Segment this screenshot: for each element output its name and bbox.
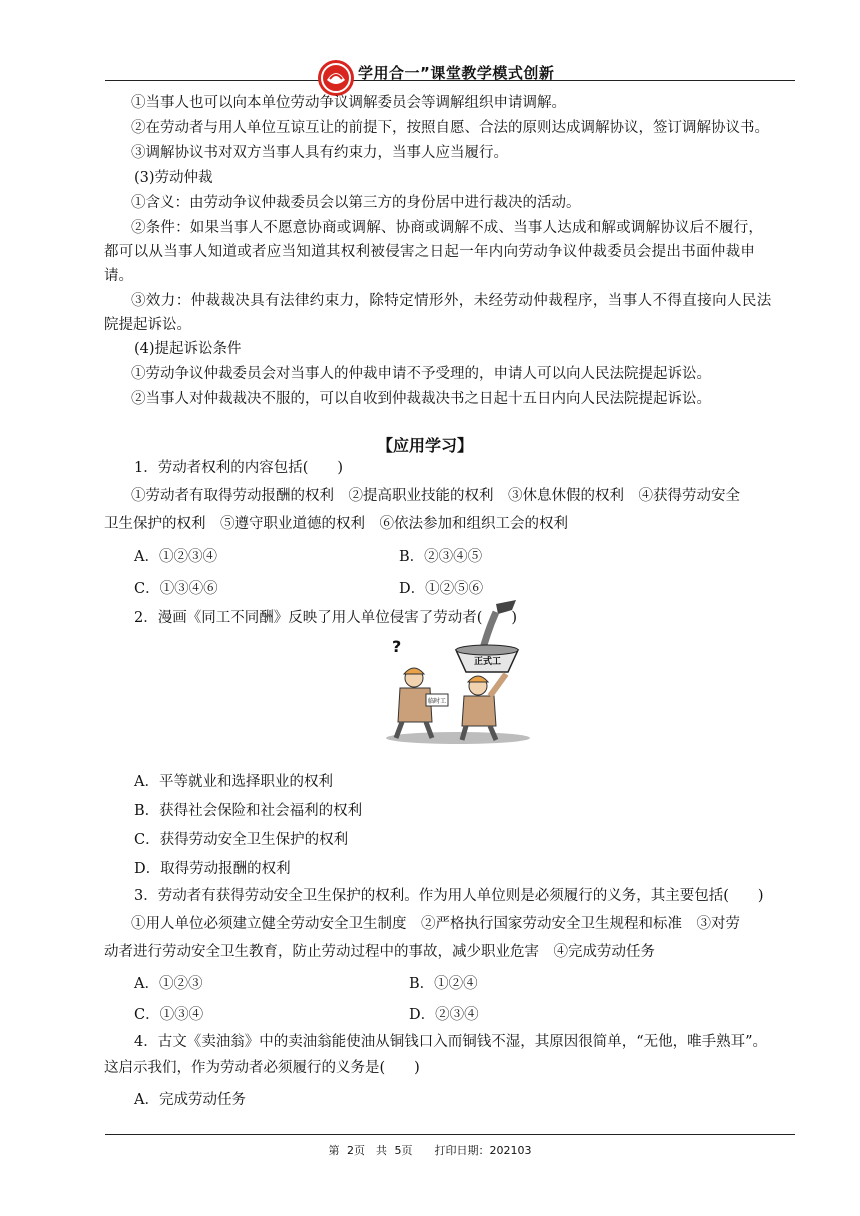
mediation-point-3: ③调解协议书对双方当事人具有约束力，当事人应当履行。	[131, 145, 508, 161]
page-footer: 第 2页 共 5页 打印日期：202103	[328, 1144, 532, 1157]
section-title: 【应用学习】	[377, 436, 474, 455]
q1-option-d[interactable]: D．①②⑤⑥	[399, 581, 484, 597]
arbitration-definition: ①含义：由劳动争议仲裁委员会以第三方的身份居中进行裁决的活动。	[131, 195, 581, 211]
q3-option-b[interactable]: B．①②④	[409, 976, 478, 992]
arbitration-condition-line3: 请。	[104, 268, 133, 284]
q1-stem: 1．劳动者权利的内容包括( )	[134, 460, 344, 476]
cartoon-image	[378, 600, 538, 746]
q4-stem-line2: 这启示我们，作为劳动者必须履行的义务是( )	[104, 1060, 420, 1076]
q3-stem: 3．劳动者有获得劳动安全卫生保护的权利。作为用人单位则是必须履行的义务，其主要包括( )	[134, 888, 764, 904]
school-logo-icon	[316, 58, 356, 98]
q3-option-a[interactable]: A．①②③	[134, 976, 203, 992]
arbitration-condition-line2: 都可以从当事人知道或者应当知道其权利被侵害之日起一年内向劳动争议仲裁委员会提出书面仲裁申	[104, 244, 756, 260]
question-mark: ?	[392, 637, 402, 656]
q2-stem: 2．漫画《同工不同酬》反映了用人单位侵害了劳动者( )	[134, 610, 518, 626]
q4-stem-line1: 4．古文《卖油翁》中的卖油翁能使油从铜钱口入而铜钱不湿，其原因很简单，“无他，唯手熟耳”。	[134, 1034, 768, 1050]
mediation-point-2: ②在劳动者与用人单位互谅互让的前提下，按照自愿、合法的原则达成调解协议，签订调解协议书。	[131, 120, 769, 136]
q1-items-line2: 卫生保护的权利 ⑤遵守职业道德的权利 ⑥依法参加和组织工会的权利	[104, 516, 568, 532]
q2-option-c[interactable]: C．获得劳动安全卫生保护的权利	[134, 832, 349, 848]
heading-arbitration: (3)劳动仲裁	[134, 170, 213, 186]
q3-items-line2: 动者进行劳动安全卫生教育，防止劳动过程中的事故，减少职业危害 ④完成劳动任务	[104, 944, 655, 960]
q2-option-d[interactable]: D．取得劳动报酬的权利	[134, 861, 291, 877]
bowl-label: 正式工	[474, 657, 502, 667]
q2-option-a[interactable]: A．平等就业和选择职业的权利	[134, 774, 333, 790]
q3-option-c[interactable]: C．①③④	[134, 1007, 204, 1023]
mediation-point-1: ①当事人也可以向本单位劳动争议调解委员会等调解组织申请调解。	[131, 95, 566, 111]
header-title: 学用合一”课堂教学模式创新	[358, 64, 555, 82]
q3-items-line1: ①用人单位必须建立健全劳动安全卫生制度 ②严格执行国家劳动安全卫生规程和标准 ③对劳	[131, 916, 740, 932]
q2-option-b[interactable]: B．获得社会保险和社会福利的权利	[134, 803, 363, 819]
q3-option-d[interactable]: D．②③④	[409, 1007, 479, 1023]
q1-option-a[interactable]: A．①②③④	[134, 549, 217, 565]
q1-option-b[interactable]: B．②③④⑤	[399, 549, 483, 565]
q4-option-a[interactable]: A．完成劳动任务	[134, 1092, 246, 1108]
footer-rule	[105, 1134, 795, 1135]
heading-litigation: (4)提起诉讼条件	[134, 341, 242, 357]
arbitration-effect-line2: 院提起诉讼。	[104, 317, 191, 333]
arbitration-condition-line1: ②条件：如果当事人不愿意协商或调解、协商或调解不成、当事人达成和解或调解协议后不履行，	[131, 220, 764, 236]
litigation-point-1: ①劳动争议仲裁委员会对当事人的仲裁申请不予受理的，申请人可以向人民法院提起诉讼。	[131, 366, 711, 382]
litigation-point-2: ②当事人对仲裁裁决不服的，可以自收到仲裁裁决书之日起十五日内向人民法院提起诉讼。	[131, 391, 711, 407]
q1-option-c[interactable]: C．①③④⑥	[134, 581, 218, 597]
arbitration-effect-line1: ③效力：仲裁裁决具有法律约束力，除特定情形外，未经劳动仲裁程序，当事人不得直接向人民法	[131, 293, 772, 309]
sign-label: 临时工	[428, 698, 447, 705]
q1-items-line1: ①劳动者有取得劳动报酬的权利 ②提高职业技能的权利 ③休息休假的权利 ④获得劳动安全	[131, 488, 740, 504]
